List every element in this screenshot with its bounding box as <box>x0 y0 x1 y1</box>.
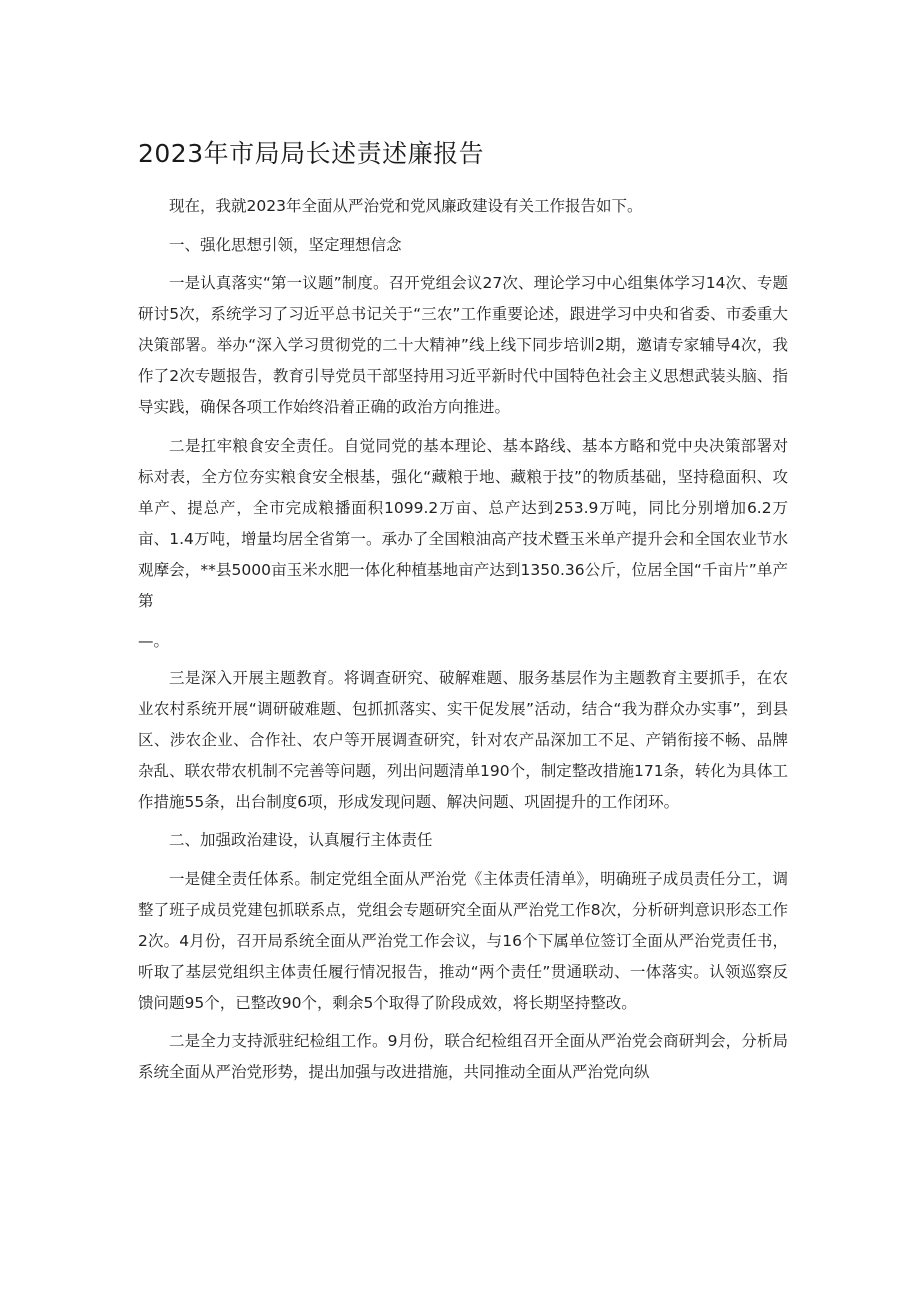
section-heading-1: 一、强化思想引领，坚定理想信念 <box>169 235 402 254</box>
document-title: 2023年市局局长述责述廉报告 <box>138 139 485 168</box>
body-paragraph: 一是健全责任体系。制定党组全面从严治党《主体责任清单》，明确班子成员责任分工，调整了班子成员党建包抓联系点，党组会专题研究全面从严治党工作8次，分析研判意识形态工作2次。4月份，召开局系统全面从严治党工作会议，与16个下属单位签订全面从严治党责任书，听取了基层党组织主体责任履行情况报告，推动“两个责任”贯通联动、一体落实。认领巡察反馈问题95个，已整改90个，剩余5个取得了阶段成效，将长期坚持整改。 <box>138 869 788 1012</box>
body-paragraph-fragment: —。 <box>138 631 170 650</box>
body-paragraph: 一是认真落实“第一议题”制度。召开党组会议27次、理论学习中心组集体学习14次、专题研讨5次，系统学习了习近平总书记关于“三农”工作重要论述，跟进学习中央和省委、市委重大决策部署。举办“深入学习贯彻党的二十大精神”线上线下同步培训2期，邀请专家辅导4次，我作了2次专题报告，教育引导党员干部坚持用习近平新时代中国特色社会主义思想武装头脑、指导实践，确保各项工作始终沿着正确的政治方向推进。 <box>138 274 788 416</box>
document-body <box>138 191 788 1096</box>
section-heading-2: 二、加强政治建设，认真履行主体责任 <box>169 831 433 849</box>
body-paragraph: 二是全力支持派驻纪检组工作。9月份，联合纪检组召开全面从严治党会商研判会，分析局系统全面从严治党形势，提出加强与改进措施，共同推动全面从严治党向纵 <box>138 1032 788 1081</box>
body-paragraph: 三是深入开展主题教育。将调查研究、破解难题、服务基层作为主题教育主要抓手，在农业农村系统开展“调研破难题、包抓抓落实、实干促发展”活动，结合“我为群众办实事”，到县区、涉农企业、合作社、农户等开展调查研究，针对农产品深加工不足、产销衔接不畅、品牌杂乱、联农带农机制不完善等问题，列出问题清单190个，制定整改措施171条，转化为具体工作措施55条，出台制度6项，形成发现问题、解决问题、巩固提升的工作闭环。 <box>138 668 788 811</box>
body-paragraph: 二是扛牢粮食安全责任。自觉同党的基本理论、基本路线、基本方略和党中央决策部署对标对表，全方位夯实粮食安全根基，强化“藏粮于地、藏粮于技”的物质基础，坚持稳面积、攻单产、提总产，全市完成粮播面积1099.2万亩、总产达到253.9万吨，同比分别增加6.2万亩、1.4万吨，增量均居全省第一。承办了全国粮油高产技术暨玉米单产提升会和全国农业节水观摩会，**县5000亩玉米水肥一体化种植基地亩产达到1350.36公斤，位居全国“千亩片”单产第 <box>138 436 788 610</box>
intro-paragraph: 现在，我就2023年全面从严治党和党风廉政建设有关工作报告如下。 <box>169 197 643 215</box>
